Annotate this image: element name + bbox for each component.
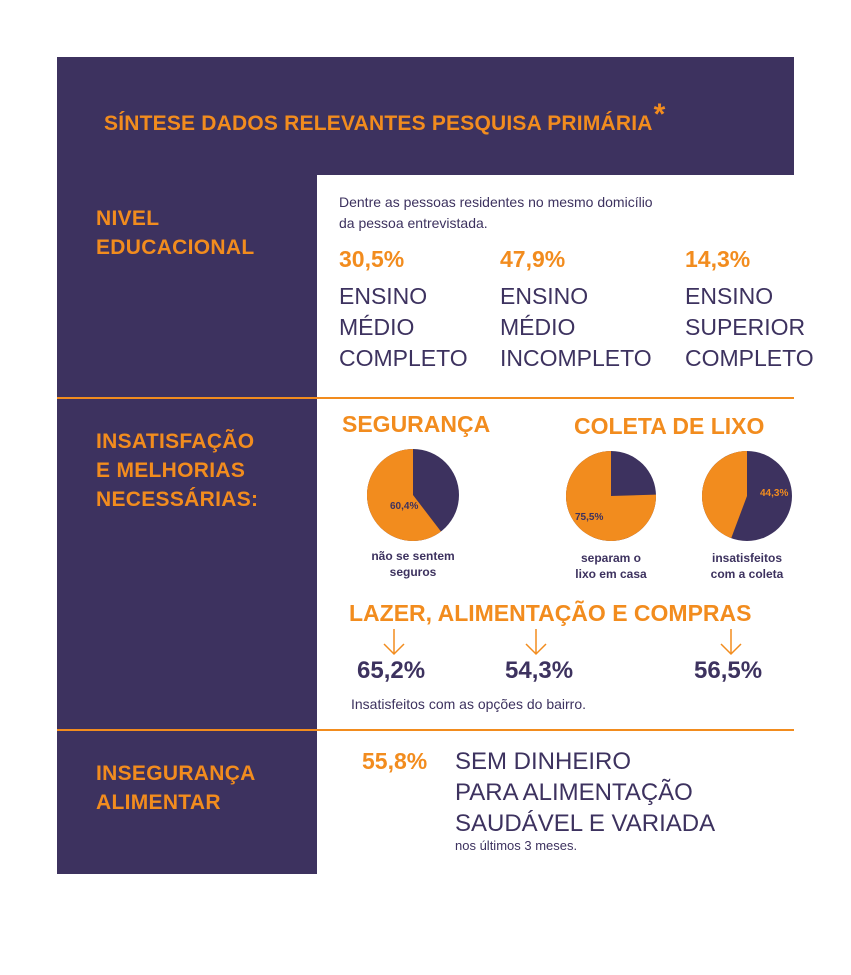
security-title: SEGURANÇA [342, 411, 491, 437]
label-line: ENSINO [339, 283, 428, 309]
food-insecurity-note: nos últimos 3 meses. [455, 838, 578, 853]
education-item [685, 246, 814, 374]
food-insecurity-label [455, 746, 715, 839]
label-line: SEM DINHEIRO [455, 748, 632, 775]
arrow-down-icon [382, 628, 406, 656]
label-line: NECESSÁRIAS: [96, 488, 259, 511]
label-line: SAUDÁVEL E VARIADA [455, 810, 716, 837]
education-label [685, 281, 814, 374]
section-divider [57, 397, 794, 399]
note-line: da pessoa entrevistada. [339, 215, 488, 231]
pie-value-label: 75,5% [575, 512, 604, 523]
caption-line: insatisfeitos [711, 551, 783, 565]
label-line: COMPLETO [339, 345, 468, 371]
pie-caption [546, 550, 676, 582]
education-item [500, 246, 652, 374]
section-label-food-insecurity [96, 759, 256, 817]
section-label-dissatisfaction [96, 427, 258, 514]
label-line: NIVEL [96, 207, 160, 230]
leisure-title: LAZER, ALIMENTAÇÃO E COMPRAS [349, 600, 752, 626]
section-label-education [96, 204, 254, 262]
pie-garbage-collection [701, 450, 793, 542]
caption-line: separam o [580, 551, 642, 565]
section-divider [57, 729, 794, 731]
asterisk-mark: * [653, 98, 666, 131]
food-insecurity-pct: 55,8% [362, 748, 428, 774]
note-line: Dentre as pessoas residentes no mesmo domicílio [339, 194, 653, 210]
arrow-down-icon [524, 628, 548, 656]
page-title-text: SÍNTESE DADOS RELEVANTES PESQUISA PRIMÁRIA [104, 112, 653, 135]
caption-line: lixo em casa [575, 567, 647, 581]
label-line: EDUCACIONAL [96, 236, 255, 259]
education-pct: 47,9% [500, 246, 566, 272]
label-line: E MELHORIAS [96, 459, 246, 482]
leisure-value: 65,2% [357, 657, 426, 684]
label-line: COMPLETO [685, 345, 814, 371]
label-line: INSATISFAÇÃO [96, 430, 255, 453]
leisure-value: 56,5% [694, 657, 763, 684]
education-label [500, 281, 652, 374]
label-line: INSEGURANÇA [96, 762, 256, 785]
label-line: ALIMENTAR [96, 791, 221, 814]
page-title [104, 98, 666, 138]
pie-garbage-separation [565, 450, 657, 542]
label-line: ENSINO [685, 283, 774, 309]
caption-line: não se sentem [371, 549, 455, 563]
garbage-title: COLETA DE LIXO [574, 413, 765, 439]
education-pct: 14,3% [685, 246, 751, 272]
education-note [339, 192, 653, 234]
education-item [339, 246, 468, 374]
education-pct: 30,5% [339, 246, 405, 272]
pie-caption [682, 550, 812, 582]
pie-value-label: 60,4% [390, 501, 419, 512]
caption-line: seguros [389, 565, 437, 579]
education-label [339, 281, 468, 374]
label-line: MÉDIO [339, 314, 415, 340]
arrow-down-icon [719, 628, 743, 656]
pie-security [366, 448, 460, 542]
label-line: ENSINO [500, 283, 589, 309]
caption-line: com a coleta [710, 567, 784, 581]
label-line: INCOMPLETO [500, 345, 652, 371]
leisure-note: Insatisfeitos com as opções do bairro. [351, 696, 587, 712]
pie-value-label: 44,3% [760, 488, 789, 499]
pie-caption [348, 548, 478, 580]
label-line: PARA ALIMENTAÇÃO [455, 779, 693, 806]
label-line: MÉDIO [500, 314, 576, 340]
label-line: SUPERIOR [685, 314, 806, 340]
leisure-value: 54,3% [505, 657, 574, 684]
